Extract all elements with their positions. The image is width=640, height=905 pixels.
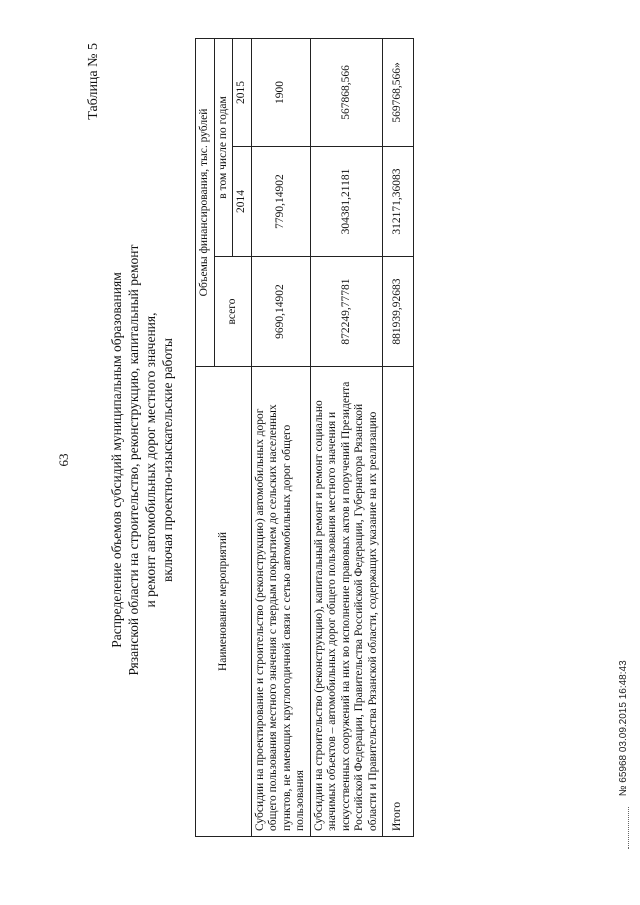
title-line: и ремонт автомобильных дорог местного значения, <box>143 312 158 608</box>
row-2015: 567868,566 <box>310 38 383 146</box>
row-2014: 7790,14902 <box>251 147 310 257</box>
column-header-funding: Объемы финансирования, тыс. рублей <box>196 38 215 366</box>
row-total: 9690,14902 <box>251 257 310 367</box>
row-total: 872249,77781 <box>310 257 383 367</box>
table-row <box>310 38 383 836</box>
row-2014: 304381,21181 <box>310 147 383 257</box>
table-row <box>251 38 310 836</box>
title-line: включая проектно-изыскательские работы <box>160 338 175 582</box>
row-2015: 1900 <box>251 38 310 146</box>
rotated-content <box>40 35 640 885</box>
subsidy-table <box>195 38 414 837</box>
table-total-row <box>383 38 414 836</box>
row-2015: 569768,566» <box>383 38 414 146</box>
column-header-2014: 2014 <box>233 147 252 257</box>
document-title <box>108 75 176 845</box>
stamp-logo-icon <box>618 807 629 849</box>
row-name: Итого <box>383 367 414 837</box>
column-header-total: всего <box>214 257 251 367</box>
column-header-by-year: в том числе по годам <box>214 38 233 256</box>
title-line: Рязанской области на строительство, реконструкцию, капитальный ремонт <box>126 244 141 676</box>
table-header-row <box>196 38 215 836</box>
row-name: Субсидии на строительство (реконструкцию), капитальный ремонт и ремонт социально значимых объектов – автомобильных дорог общего пользования местного значения и искусственных сооружений на них во исполнение правовых актов и поручений Президента Российской Федерации, Правительства Российской Федерации, Губернатора Рязанской области и Правительства Рязанской области, содержащих указание на их реализацию <box>310 367 383 837</box>
row-name: Субсидии на проектирование и строительство (реконструкцию) автомобильных дорог общего пользования местного значения с твердым покрытием до сельских населенных пунктов, не имеющих круглогодичной связи с сетью автомобильных дорог общего пользования <box>251 367 310 837</box>
page-number: 63 <box>56 453 71 467</box>
table-label: Таблица № 5 <box>86 43 101 120</box>
row-2014: 312171,36083 <box>383 147 414 257</box>
row-total: 881939,92683 <box>383 257 414 367</box>
column-header-name: Наименование мероприятий <box>196 367 252 837</box>
registration-stamp <box>618 660 629 849</box>
stamp-text: № 65968 03.09.2015 16:48:43 <box>618 660 630 797</box>
title-line: Распределение объемов субсидий муниципальным образованиям <box>109 272 124 648</box>
column-header-2015: 2015 <box>233 38 252 146</box>
